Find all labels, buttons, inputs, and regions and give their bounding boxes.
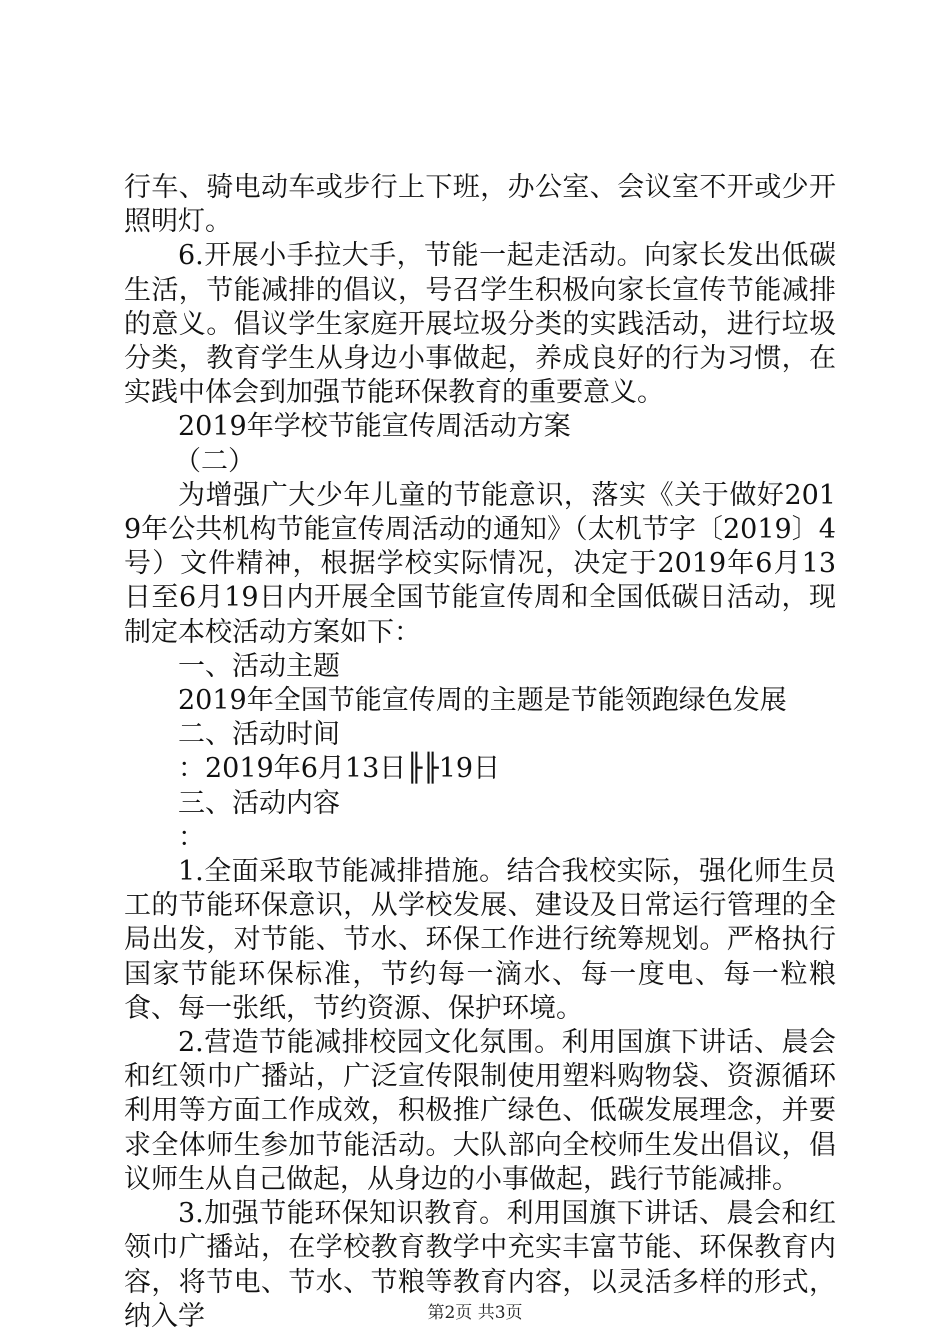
paragraph-time: ：2019年6月13日╟╟19日 [178,753,501,785]
paragraph-continuation: 行车、骑电动车或步行上下班，办公室、会议室不开或少开照明灯。 [124,172,836,238]
paragraph-intro: 为增强广大少年儿童的节能意识，落实《关于做好2019年公共机构节能宣传周活动的通知》（太机节字〔2019〕4号）文件精神，根据学校实际情况，决定于2019年6月13日至6月19日内开展全国节能宣传周和全国低碳日活动，现制定本校活动方案如下： [124,479,836,648]
document-body [124,171,836,1334]
paragraph-item-6: 6.开展小手拉大手，节能一起走活动。向家长发出低碳生活，节能减排的倡议，号召学生积极向家长宣传节能减排的意义。倡议学生家庭开展垃圾分类的实践活动，进行垃圾分类，教育学生从身边小事做起，养成良好的行为习惯，在实践中体会到加强节能环保教育的重要意义。 [124,240,836,409]
section-subtitle: （二） [174,445,255,477]
paragraph-item-1: 1.全面采取节能减排措施。结合我校实际，强化师生员工的节能环保意识，从学校发展、建设及日常运行管理的全局出发，对节能、节水、环保工作进行统筹规划。严格执行国家节能环保标准，节约每一滴水、每一度电、每一粒粮食、每一张纸，节约资源、保护环境。 [124,856,836,1024]
paragraph-item-3: 3.加强节能环保知识教育。利用国旗下讲话、晨会和红领巾广播站，在学校教育教学中充实丰富节能、环保教育内容，将节电、节水、节粮等教育内容，以灵活多样的形式，纳入学 [124,1198,836,1332]
page-footer: 第2页 共3页 [427,1303,523,1323]
heading-content: 三、活动内容 [178,787,340,819]
heading-time: 二、活动时间 [178,719,340,751]
paragraph-colon: ： [178,821,205,853]
paragraph-theme: 2019年全国节能宣传周的主题是节能领跑绿色发展 [178,685,787,717]
paragraph-item-2: 2.营造节能减排校园文化氛围。利用国旗下讲话、晨会和红领巾广播站，广泛宣传限制使用塑料购物袋、资源循环利用等方面工作成效，积极推广绿色、低碳发展理念，并要求全体师生参加节能活动。大队部向全校师生发出倡议，倡议师生从自己做起，从身边的小事做起，践行节能减排。 [124,1027,836,1195]
heading-theme: 一、活动主题 [178,650,340,682]
section-title: 2019年学校节能宣传周活动方案 [178,411,571,443]
